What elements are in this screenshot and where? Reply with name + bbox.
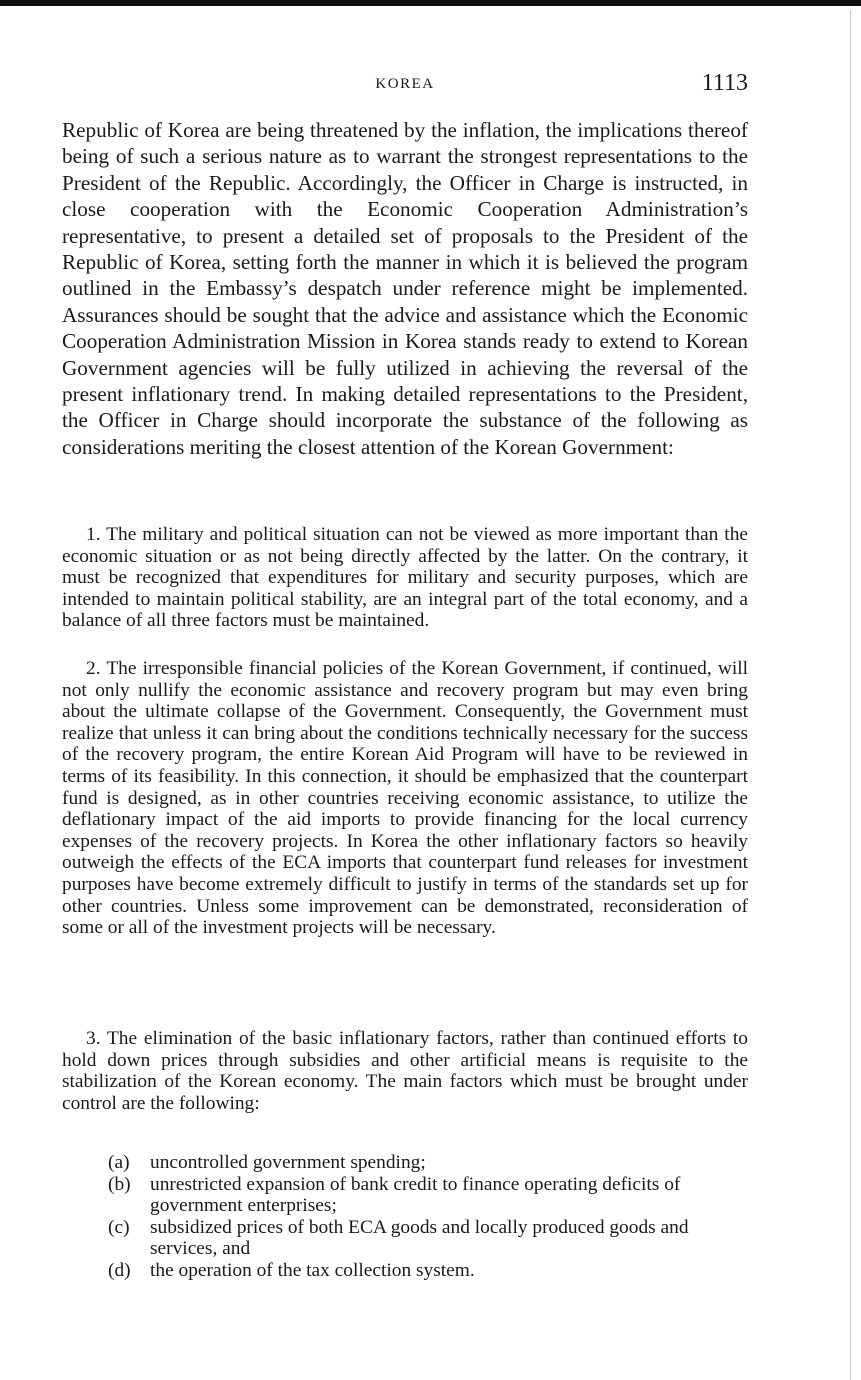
list-item-text: uncontrolled government spending; <box>150 1152 426 1173</box>
inflation-factors-list <box>108 1152 748 1282</box>
running-title: KOREA <box>375 76 435 92</box>
list-item-text: unrestricted expansion of bank credit to finance operating deficits of government enterprises; <box>150 1173 681 1217</box>
page-edge <box>850 10 851 1380</box>
list-item <box>108 1174 748 1217</box>
list-item-text: the operation of the tax collection system. <box>150 1259 475 1281</box>
top-border <box>0 0 861 6</box>
page-number: 1113 <box>701 70 748 96</box>
running-header <box>62 70 748 100</box>
intro-paragraph: Republic of Korea are being threatened by the inflation, the implications thereof being of such a serious nature as to warrant the strongest representations to the President of the Republic. Accordingly, the Officer in Charge is instructed, in close cooperation with the Economic Cooperation Administration’s representative, to present a detailed set of proposals to the President of the Republic of Korea, setting forth the manner in which it is believed the program outlined in the Embassy’s despatch under reference might be implemented. Assurances should be sought that the advice and assistance which the Economic Cooperation Administration Mission in Korea stands ready to extend to Korean Government agencies will be fully utilized in achieving the reversal of the present inflationary trend. In making detailed representations to the President, the Officer in Charge should incorporate the substance of the following as considerations meriting the closest attention of the Korean Government: <box>62 118 748 459</box>
numbered-item-3: 3. The elimination of the basic inflationary factors, rather than continued efforts to hold down prices through subsidies and other artificial means is requisite to the stabilization of the Korean economy. The main factors which must be brought under control are the following: <box>62 1028 748 1114</box>
list-item <box>108 1217 748 1260</box>
list-item <box>108 1260 748 1282</box>
list-item <box>108 1152 748 1174</box>
list-marker: (d) <box>108 1259 131 1281</box>
list-item-text: subsidized prices of both ECA goods and locally produced goods and services, and <box>150 1216 689 1260</box>
list-marker: (c) <box>108 1216 130 1238</box>
list-marker: (b) <box>108 1173 131 1195</box>
numbered-item-2: 2. The irresponsible financial policies of the Korean Government, if continued, will not only nullify the economic assistance and recovery program but may even bring about the ultimate collapse of the Government. Consequently, the Government must realize that unless it can bring about the conditions technically necessary for the success of the recovery program, the entire Korean Aid Program will have to be reviewed in terms of its feasibility. In this connection, it should be emphasized that the counterpart fund is designed, as in other countries receiving economic assistance, to utilize the deflationary impact of the aid imports to provide financing for the local currency expenses of the recovery projects. In Korea the other inflationary factors so heavily outweigh the effects of the ECA imports that counterpart fund releases for investment purposes have become extremely difficult to justify in terms of the standards set up for other countries. Unless some improvement can be demonstrated, reconsideration of some or all of the investment projects will be necessary. <box>62 658 748 939</box>
numbered-item-1: 1. The military and political situation can not be viewed as more important than the economic situation or as not being directly affected by the latter. On the contrary, it must be recognized that expenditures for military and security purposes, which are intended to maintain political stability, are an integral part of the total economy, and a balance of all three factors must be maintained. <box>62 524 748 632</box>
list-marker: (a) <box>108 1152 130 1173</box>
